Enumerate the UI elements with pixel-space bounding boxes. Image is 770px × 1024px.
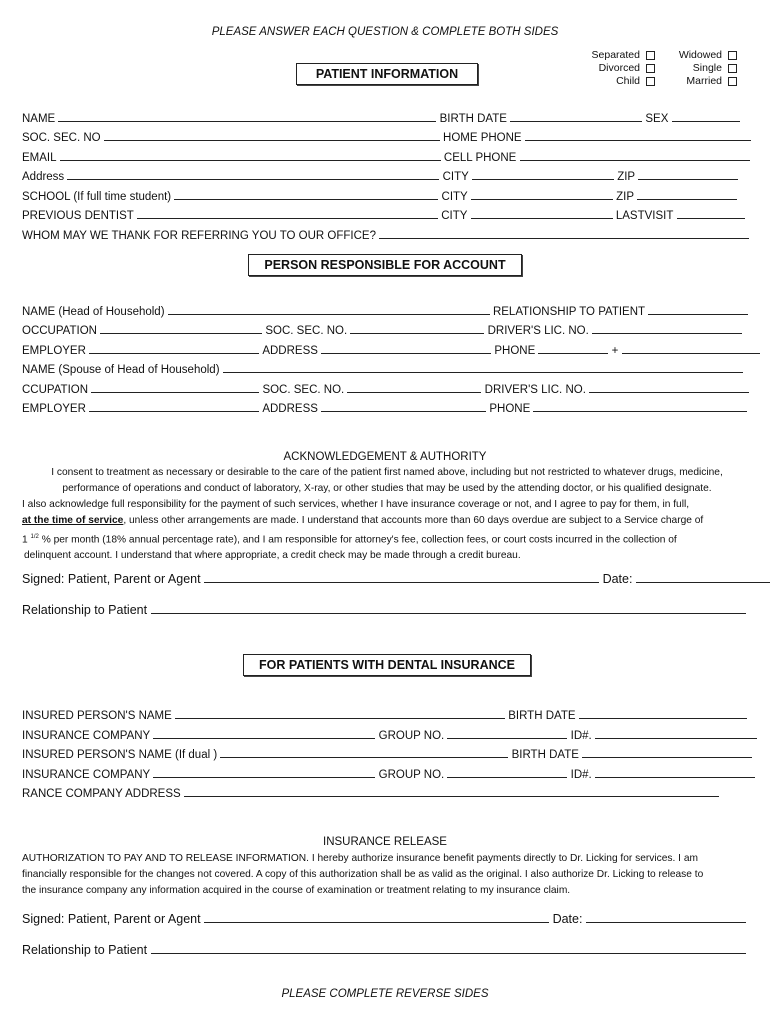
release-relationship-field[interactable] xyxy=(151,943,746,954)
status-left-column xyxy=(560,49,655,88)
row-previous-dentist: PREVIOUS DENTIST CITY LASTVISIT xyxy=(22,208,745,223)
dentist-city-field[interactable] xyxy=(471,208,613,219)
row-insured-name: INSURED PERSON'S NAME BIRTH DATE xyxy=(22,708,747,723)
ssn-field[interactable] xyxy=(104,130,440,141)
city-field[interactable] xyxy=(472,169,614,180)
ack-signature-field[interactable] xyxy=(204,572,599,583)
group-no-field[interactable] xyxy=(447,728,567,739)
school-city-field[interactable] xyxy=(471,189,613,200)
row-insurance-company: INSURANCE COMPANY GROUP NO. ID#. xyxy=(22,728,757,743)
email-field[interactable] xyxy=(60,150,441,161)
spouse-phone-field[interactable] xyxy=(533,401,747,412)
referral-field[interactable] xyxy=(379,228,749,239)
name-field[interactable] xyxy=(58,111,436,122)
row-ssn: SOC. SEC. NO HOME PHONE xyxy=(22,130,751,145)
ack-paragraph xyxy=(22,465,752,564)
row-school: SCHOOL (If full time student) CITY ZIP xyxy=(22,189,737,204)
last-visit-field[interactable] xyxy=(677,208,745,219)
status-widowed[interactable]: Widowed xyxy=(645,49,737,62)
row-name: NAME BIRTH DATE SEX xyxy=(22,111,740,126)
cell-phone-field[interactable] xyxy=(520,150,750,161)
row-referral: WHOM MAY WE THANK FOR REFERRING YOU TO OUR OFFICE? xyxy=(22,228,749,243)
ack-relationship-field[interactable] xyxy=(151,603,746,614)
insurance-company-dual-field[interactable] xyxy=(153,767,375,778)
group-no-dual-field[interactable] xyxy=(447,767,567,778)
resp-ssn-field[interactable] xyxy=(350,323,484,334)
status-married[interactable]: Married xyxy=(645,75,737,88)
birth-date-field[interactable] xyxy=(510,111,642,122)
row-employer: EMPLOYER ADDRESS PHONE + xyxy=(22,343,760,358)
release-line: the insurance company any information acquired in the course of examination or treatment relating to my insurance claim. xyxy=(22,885,571,896)
school-field[interactable] xyxy=(174,189,438,200)
insured-birth-date-dual-field[interactable] xyxy=(582,747,752,758)
ack-line: delinquent account. I understand that where appropriate, a credit check may be made through a credit bureau. xyxy=(24,550,521,562)
checkbox-icon[interactable] xyxy=(728,51,737,60)
ack-date-field[interactable] xyxy=(636,572,770,583)
status-right-column xyxy=(645,49,737,88)
address-field[interactable] xyxy=(67,169,439,180)
company-address-field[interactable] xyxy=(184,786,719,797)
ack-line: 1 $^{1/2}$ % per month (18% annual percentage rate), and I am responsible for attorney's fee, collection fees, or court costs incurred in the collection of xyxy=(22,534,677,546)
ack-signature-row: Signed: Patient, Parent or Agent Date: xyxy=(22,572,770,586)
row-email: EMAIL CELL PHONE xyxy=(22,150,750,165)
insurance-company-field[interactable] xyxy=(153,728,375,739)
release-line: financially responsible for the changes not covered. A copy of this authorization shall be as valid as the original. I also authorize Dr. Licking to release to xyxy=(22,869,704,880)
ack-title: ACKNOWLEDGEMENT & AUTHORITY xyxy=(283,451,487,463)
row-company-address: RANCE COMPANY ADDRESS xyxy=(22,786,719,801)
release-signature-row: Signed: Patient, Parent or Agent Date: xyxy=(22,912,746,926)
insurance-title: FOR PATIENTS WITH DENTAL INSURANCE xyxy=(243,654,531,676)
spouse-ssn-field[interactable] xyxy=(347,382,481,393)
occupation-field[interactable] xyxy=(100,323,262,334)
row-insured-name-dual: INSURED PERSON'S NAME (If dual ) BIRTH DATE xyxy=(22,747,752,762)
ack-line: at the time of service, unless other arrangements are made. I understand that accounts more than 60 days overdue are subject to a Service charge of xyxy=(22,515,704,526)
insured-birth-date-field[interactable] xyxy=(579,708,747,719)
school-zip-field[interactable] xyxy=(637,189,737,200)
checkbox-icon[interactable] xyxy=(728,64,737,73)
previous-dentist-field[interactable] xyxy=(137,208,438,219)
sex-field[interactable] xyxy=(672,111,740,122)
top-note: PLEASE ANSWER EACH QUESTION & COMPLETE BOTH SIDES xyxy=(211,26,559,38)
checkbox-icon[interactable] xyxy=(728,77,737,86)
spouse-occupation-field[interactable] xyxy=(91,382,259,393)
insured-name-field[interactable] xyxy=(175,708,505,719)
bottom-note: PLEASE COMPLETE REVERSE SIDES xyxy=(281,988,489,1000)
insured-name-dual-field[interactable] xyxy=(220,747,508,758)
status-child[interactable]: Child xyxy=(560,75,655,88)
employer-field[interactable] xyxy=(89,343,259,354)
release-line: AUTHORIZATION TO PAY AND TO RELEASE INFORMATION. I hereby authorize insurance benefit payments directly to Dr. Licking for services. I am xyxy=(22,853,698,864)
spouse-employer-field[interactable] xyxy=(89,401,259,412)
insurance-id-field[interactable] xyxy=(595,728,757,739)
employer-address-field[interactable] xyxy=(321,343,491,354)
head-name-field[interactable] xyxy=(168,304,490,315)
row-address: Address CITY ZIP xyxy=(22,169,738,184)
ack-line: I also acknowledge full responsibility for the payment of such services, whether I have insurance coverage or not, and I agree to pay for them, in full, xyxy=(22,499,690,510)
employer-phone-field[interactable] xyxy=(538,343,608,354)
release-relationship-row: Relationship to Patient xyxy=(22,943,746,957)
ack-relationship-row: Relationship to Patient xyxy=(22,603,746,617)
status-single[interactable]: Single xyxy=(645,62,737,75)
release-date-field[interactable] xyxy=(586,912,746,923)
status-separated[interactable]: Separated xyxy=(560,49,655,62)
release-title: INSURANCE RELEASE xyxy=(323,836,447,848)
employer-phone-ext-field[interactable] xyxy=(622,343,760,354)
ack-line: performance of operations and conduct of laboratory, X-ray, or other studies that may be used by the attending doctor, or his qualified designate. xyxy=(62,483,712,494)
spouse-drivers-lic-field[interactable] xyxy=(589,382,749,393)
status-divorced[interactable]: Divorced xyxy=(560,62,655,75)
row-occupation: OCCUPATION SOC. SEC. NO. DRIVER'S LIC. NO. xyxy=(22,323,742,338)
zip-field[interactable] xyxy=(638,169,738,180)
row-insurance-company-dual: INSURANCE COMPANY GROUP NO. ID#. xyxy=(22,767,755,782)
patient-info-title: PATIENT INFORMATION xyxy=(296,63,478,85)
ack-line: I consent to treatment as necessary or desirable to the care of the patient first named above, including but not restricted to whatever drugs, medicine, xyxy=(51,467,723,478)
row-spouse-employer: EMPLOYER ADDRESS PHONE xyxy=(22,401,747,416)
release-signature-field[interactable] xyxy=(204,912,549,923)
drivers-lic-field[interactable] xyxy=(592,323,742,334)
home-phone-field[interactable] xyxy=(525,130,751,141)
spouse-name-field[interactable] xyxy=(223,362,743,373)
spouse-address-field[interactable] xyxy=(321,401,486,412)
insurance-id-dual-field[interactable] xyxy=(595,767,755,778)
release-paragraph xyxy=(22,851,752,899)
row-spouse-occupation: CCUPATION SOC. SEC. NO. DRIVER'S LIC. NO. xyxy=(22,382,749,397)
row-head-name: NAME (Head of Household) RELATIONSHIP TO PATIENT xyxy=(22,304,748,319)
relationship-field[interactable] xyxy=(648,304,748,315)
row-spouse-name: NAME (Spouse of Head of Household) xyxy=(22,362,743,377)
responsible-title: PERSON RESPONSIBLE FOR ACCOUNT xyxy=(248,254,522,276)
